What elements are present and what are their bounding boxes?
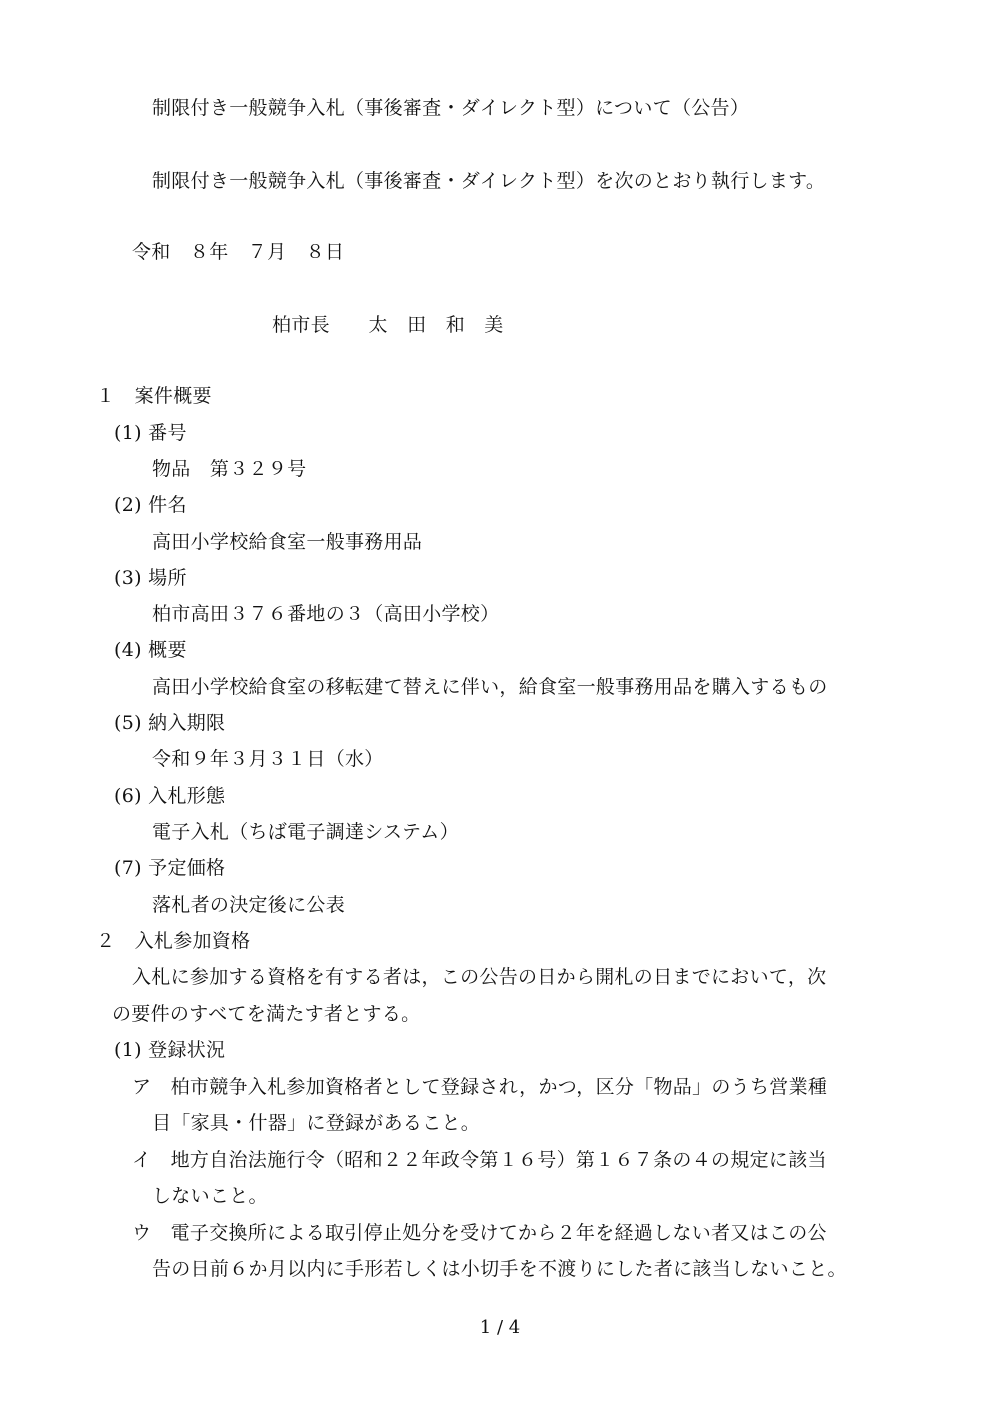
condition-item-cont: 告の日前６か月以内に手形若しくは小切手を不渡りにした者に該当しないこと。 — [152, 1258, 847, 1280]
item-value: 電子入札（ちば電子調達システム） — [152, 821, 459, 843]
condition-item: ア 柏市競争入札参加資格者として登録され，かつ，区分「物品」のうち営業種 — [132, 1076, 828, 1098]
issuer-name: 柏市長 太 田 和 美 — [272, 314, 504, 336]
item-label: (7) 予定価格 — [114, 857, 226, 879]
item-value: 高田小学校給食室一般事務用品 — [152, 531, 423, 553]
section-2-heading: ２ 入札参加資格 — [96, 930, 251, 952]
condition-item-cont: 目「家具・什器」に登録があること。 — [152, 1112, 481, 1134]
condition-item: イ 地方自治法施行令（昭和２２年政令第１６号）第１６７条の４の規定に該当 — [132, 1149, 827, 1171]
document-title: 制限付き一般競争入札（事後審査・ダイレクト型）について（公告） — [152, 97, 750, 119]
item-label: (6) 入札形態 — [114, 785, 226, 807]
condition-item: ウ 電子交換所による取引停止処分を受けてから２年を経過しない者又はこの公 — [132, 1222, 827, 1244]
item-value: 高田小学校給食室の移転建て替えに伴い，給食室一般事務用品を購入するもの — [152, 676, 828, 698]
item-value: 物品 第３２９号 — [152, 458, 307, 480]
item-label: (1) 登録状況 — [114, 1039, 226, 1061]
item-label: (5) 納入期限 — [114, 712, 226, 734]
item-value: 落札者の決定後に公表 — [152, 894, 346, 916]
section-1-heading: １ 案件概要 — [96, 385, 212, 407]
item-label: (4) 概要 — [114, 639, 187, 661]
item-label: (2) 件名 — [114, 494, 187, 516]
section-2-intro: 入札に参加する資格を有する者は，この公告の日から開札の日までにおいて，次 — [132, 966, 827, 988]
condition-item-cont: しないこと。 — [152, 1185, 268, 1207]
item-label: (1) 番号 — [114, 422, 187, 444]
section-2-intro-cont: の要件のすべてを満たす者とする。 — [112, 1003, 421, 1025]
page-number: 1 / 4 — [479, 1317, 521, 1338]
notice-date: 令和 ８年 ７月 ８日 — [132, 241, 345, 263]
item-value: 令和９年３月３１日（水） — [152, 748, 384, 770]
item-label: (3) 場所 — [114, 567, 187, 589]
item-value: 柏市高田３７６番地の３（高田小学校） — [152, 603, 500, 625]
intro-text: 制限付き一般競争入札（事後審査・ダイレクト型）を次のとおり執行します。 — [152, 170, 826, 192]
